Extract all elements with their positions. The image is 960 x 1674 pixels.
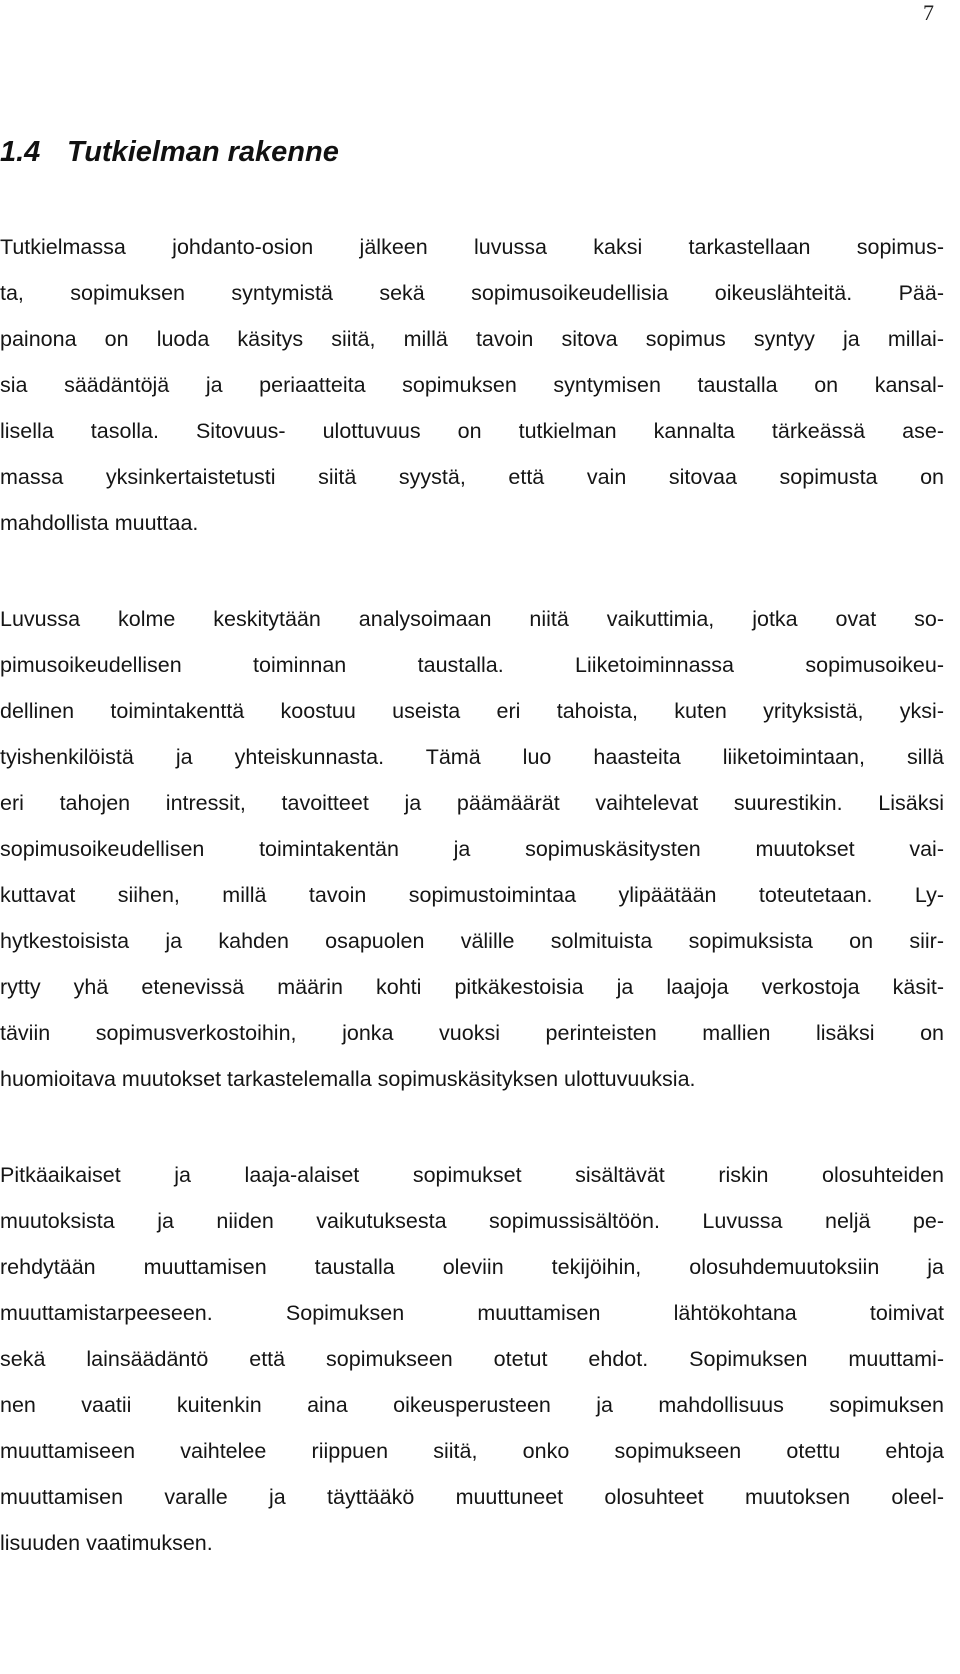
text-line: sekä lainsäädäntö että sopimukseen otetut ehdot. Sopimuksen muuttami- [0, 1347, 944, 1371]
section-title: Tutkielman rakenne [67, 136, 339, 168]
text-line: nen vaatii kuitenkin aina oikeusperusteen ja mahdollisuus sopimuksen [0, 1393, 944, 1417]
text-line: lisuuden vaatimuksen. [0, 1531, 213, 1555]
text-line: eri tahojen intressit, tavoitteet ja päämäärät vaihtelevat suurestikin. Lisäksi [0, 791, 944, 815]
text-line: rehdytään muuttamisen taustalla oleviin tekijöihin, olosuhdemuutoksiin ja [0, 1255, 944, 1279]
text-line: sia säädäntöjä ja periaatteita sopimuksen syntymisen taustalla on kansal- [0, 373, 944, 397]
text-line: painona on luoda käsitys siitä, millä tavoin sitova sopimus syntyy ja millai- [0, 327, 944, 351]
text-line: muuttamisen varalle ja täyttääkö muuttuneet olosuhteet muutoksen oleel- [0, 1485, 944, 1509]
text-line: Pitkäaikaiset ja laaja-alaiset sopimukset sisältävät riskin olosuhteiden [0, 1163, 944, 1187]
text-line: muutoksista ja niiden vaikutuksesta sopimussisältöön. Luvussa neljä pe- [0, 1209, 944, 1233]
text-line: mahdollista muuttaa. [0, 511, 199, 535]
text-line: Tutkielmassa johdanto-osion jälkeen luvussa kaksi tarkastellaan sopimus- [0, 235, 944, 259]
text-line: hytkestoisista ja kahden osapuolen välille solmituista sopimuksista on siir- [0, 929, 944, 953]
text-line: lisella tasolla. Sitovuus- ulottuvuus on tutkielman kannalta tärkeässä ase- [0, 419, 944, 443]
text-line: Luvussa kolme keskitytään analysoimaan niitä vaikuttimia, jotka ovat so- [0, 607, 944, 631]
text-line: dellinen toimintakenttä koostuu useista eri tahoista, kuten yrityksistä, yksi- [0, 699, 944, 723]
text-line: sopimusoikeudellisen toimintakentän ja sopimuskäsitysten muutokset vai- [0, 837, 944, 861]
section-heading [0, 136, 339, 169]
page-number: 7 [923, 0, 934, 25]
text-line: rytty yhä etenevissä määrin kohti pitkäkestoisia ja laajoja verkostoja käsit- [0, 975, 944, 999]
text-line: kuttavat siihen, millä tavoin sopimustoimintaa ylipäätään toteutetaan. Ly- [0, 883, 944, 907]
text-line: muuttamistarpeeseen. Sopimuksen muuttamisen lähtökohtana toimivat [0, 1301, 944, 1325]
text-line: täviin sopimusverkostoihin, jonka vuoksi perinteisten mallien lisäksi on [0, 1021, 944, 1045]
text-line: ta, sopimuksen syntymistä sekä sopimusoikeudellisia oikeuslähteitä. Pää- [0, 281, 944, 305]
text-line: massa yksinkertaistetusti siitä syystä, että vain sitovaa sopimusta on [0, 465, 944, 489]
text-line: tyishenkilöistä ja yhteiskunnasta. Tämä luo haasteita liiketoimintaan, sillä [0, 745, 944, 769]
text-line: muuttamiseen vaihtelee riippuen siitä, onko sopimukseen otettu ehtoja [0, 1439, 944, 1463]
text-line: huomioitava muutokset tarkastelemalla sopimuskäsityksen ulottuvuuksia. [0, 1067, 696, 1091]
section-number: 1.4 [0, 136, 41, 168]
text-line: pimusoikeudellisen toiminnan taustalla. Liiketoiminnassa sopimusoikeu- [0, 653, 944, 677]
